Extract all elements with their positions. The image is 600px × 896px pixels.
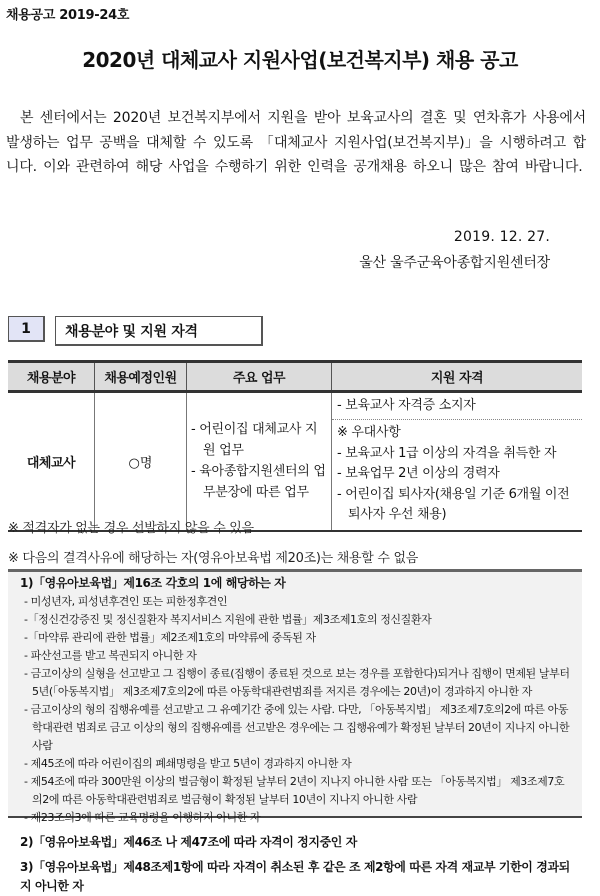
disq-item: - 제45조에 따라 어린이집의 폐쇄명령을 받고 5년이 경과하지 아니한 자 [24,757,352,770]
preference-item: - 어린이집 퇴사자(채용일 기준 6개월 이전 퇴사자 우선 채용) [337,486,570,522]
cell-duties [187,392,332,531]
header-qualifications: 지원 자격 [332,362,583,392]
cell-count: ○명 [95,392,187,531]
disq-item: -「정신건강증진 및 정신질환자 복지서비스 지원에 관한 법률」제3조제1호의 정신질환자 [24,613,432,626]
duty-item: - 어린이집 대체교사 지원 업무 [191,422,318,459]
note-no-qualified: ※ 적격자가 없는 경우 선발하지 않을 수 있음 [8,521,254,536]
disq-group3-title: 3)「영유아보육법」제48조제1항에 따라 자격이 취소된 후 같은 조 제2항에 따른 자격 재교부 기한이 경과되지 아니한 자 [20,860,570,893]
preference-item: - 보육업무 2년 이상의 경력자 [337,466,500,481]
header-duties: 주요 업무 [187,362,332,392]
page-title: 2020년 대체교사 지원사업(보건복지부) 채용 공고 [82,48,518,72]
disq-item: - 금고이상의 실형을 선고받고 그 집행이 종료(집행이 종료된 것으로 보는 경우를 포함한다)되거나 집행이 면제된 날부터 5년(「아동복지법」 제3조제7호의2에 따른 아동학대관련범죄를 저지른 경우에는 20년)이 경과하지 아니한 자 [24,667,570,698]
header-field: 채용분야 [8,362,95,392]
cell-field: 대체교사 [8,392,95,531]
disqualification-box [8,569,582,893]
disq-item: -「마약류 관리에 관한 법률」제2조제1호의 마약류에 중독된 자 [24,631,316,644]
recruitment-table [8,360,582,532]
intro-text: 본 센터에서는 2020년 보건복지부에서 지원을 받아 보육교사의 결혼 및 연차휴가 사용에서 발생하는 업무 공백을 대체할 수 있도록 「대체교사 지원사업(보건복지부)」을 시행하려고 합니다. 이와 관련하여 해당 사업을 수행하기 위한 인력을 공개채용 하오니 많은 참여 바랍니다. [6,110,586,175]
disq-item: - 제23조의3에 따른 교육명령을 이행하지 아니한 자 [24,811,261,824]
disq-group2-title: 2)「영유아보육법」제46조 나 제47조에 따라 자격이 정지중인 자 [20,835,357,849]
preference-label: ※ 우대사항 [337,425,401,440]
section-title: 채용분야 및 지원 자격 [55,316,263,346]
notice-date: 2019. 12. 27. [453,229,550,245]
intro-paragraph [6,106,586,180]
disq-item: - 파산선고를 받고 복권되지 아니한 자 [24,649,197,662]
disq-group1-title: 1)「영유아보육법」제16조 각호의 1에 해당하는 자 [20,576,286,590]
cell-qualifications [332,392,583,531]
disq-item: - 제54조에 따라 300만원 이상의 벌금형이 확정된 날부터 2년이 지나지 아니한 사람 또는 「아동복지법」 제3조제7호의2에 따른 아동학대관련범죄로 벌금형이 확정된 날부터 10년이 지나지 아니한 사람 [24,775,565,806]
section-number: 1 [8,316,45,342]
duty-item: - 육아종합지원센터의 업무분장에 따른 업무 [191,464,326,501]
disq-item: - 금고이상의 형의 집행유예를 선고받고 그 유예기간 중에 있는 사람. 다만, 「아동복지법」 제3조제7호의2에 따른 아동학대관련 범죄로 금고 이상의 형의 집행유예를 선고받은 경우에는 그 집행유예가 확정된 날부터 20년이 지나지 아니한 사람 [24,703,570,752]
note-disqualification: ※ 다음의 결격사유에 해당하는 자(영유아보육법 제20조)는 채용할 수 없음 [8,551,418,566]
disq-item: - 미성년자, 피성년후견인 또는 피한정후견인 [24,595,228,608]
notice-number: 채용공고 2019-24호 [6,8,130,23]
preference-item: - 보육교사 1급 이상의 자격을 취득한 자 [337,445,557,461]
required-qualification: - 보육교사 자격증 소지자 [332,393,582,420]
preferences [332,420,582,530]
notice-signer: 울산 울주군육아종합지원센터장 [359,255,550,271]
header-count: 채용예정인원 [95,362,187,392]
table-header-row [8,362,582,392]
table-row [8,392,582,531]
